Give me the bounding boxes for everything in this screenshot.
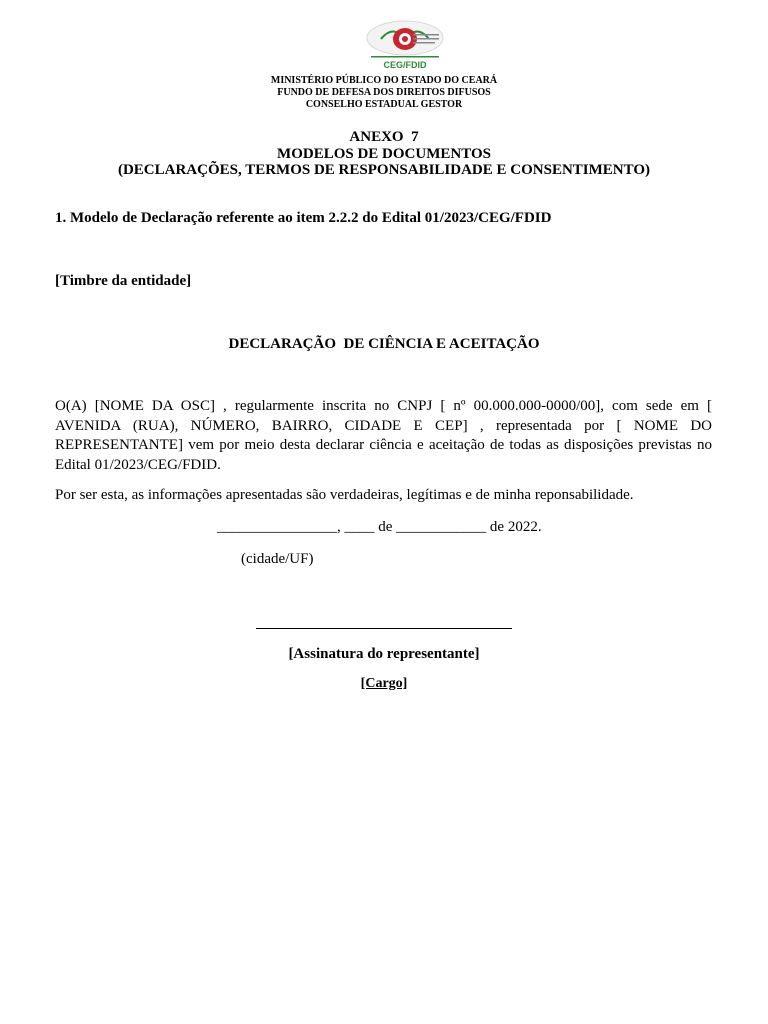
responsibility-paragraph: Por ser esta, as informações apresentadas são verdadeiras, legítimas e de minha reponsabilidade.	[55, 487, 634, 503]
city-uf-label: (cidade/UF)	[241, 551, 314, 567]
declaration-paragraph: O(A) [NOME DA OSC] , regularmente inscrita no CNPJ [ nº 00.000.000-0000/00], com sede em [ AVENIDA (RUA), NÚMERO, BAIRRO, CIDADE E CEP] , representada por [ NOME DO REPRESENTANTE] vem por meio desta declarar ciência e aceitação de todas as disposições previstas no Edital 01/2023/CEG/FDID.	[55, 398, 712, 473]
role-label: [Cargo]	[360, 676, 408, 691]
declaration-title: DECLARAÇÃO DE CIÊNCIA E ACEITAÇÃO	[228, 336, 540, 352]
header-ministry: MINISTÉRIO PÚBLICO DO ESTADO DO CEARÁ	[270, 75, 498, 86]
date-line: ________________, ____ de ____________ de 2022.	[217, 519, 542, 535]
header-fund: FUNDO DE DEFESA DOS DIREITOS DIFUSOS	[277, 87, 491, 98]
annex-subtitle: (DECLARAÇÕES, TERMOS DE RESPONSABILIDADE E CONSENTIMENTO)	[117, 162, 651, 178]
cegfdid-logo	[361, 18, 449, 72]
logo-text: CEG/FDID	[383, 60, 427, 70]
letterhead-placeholder: [Timbre da entidade]	[55, 273, 192, 289]
cegfdid-emblem-icon	[361, 18, 449, 72]
header-council: CONSELHO ESTADUAL GESTOR	[305, 99, 463, 110]
annex-number: ANEXO 7	[349, 129, 419, 145]
section-heading: 1. Modelo de Declaração referente ao item 2.2.2 do Edital 01/2023/CEG/FDID	[55, 210, 552, 226]
annex-title: MODELOS DE DOCUMENTOS	[277, 146, 491, 162]
signature-line	[256, 628, 512, 629]
signature-caption: [Assinatura do representante]	[288, 646, 480, 662]
